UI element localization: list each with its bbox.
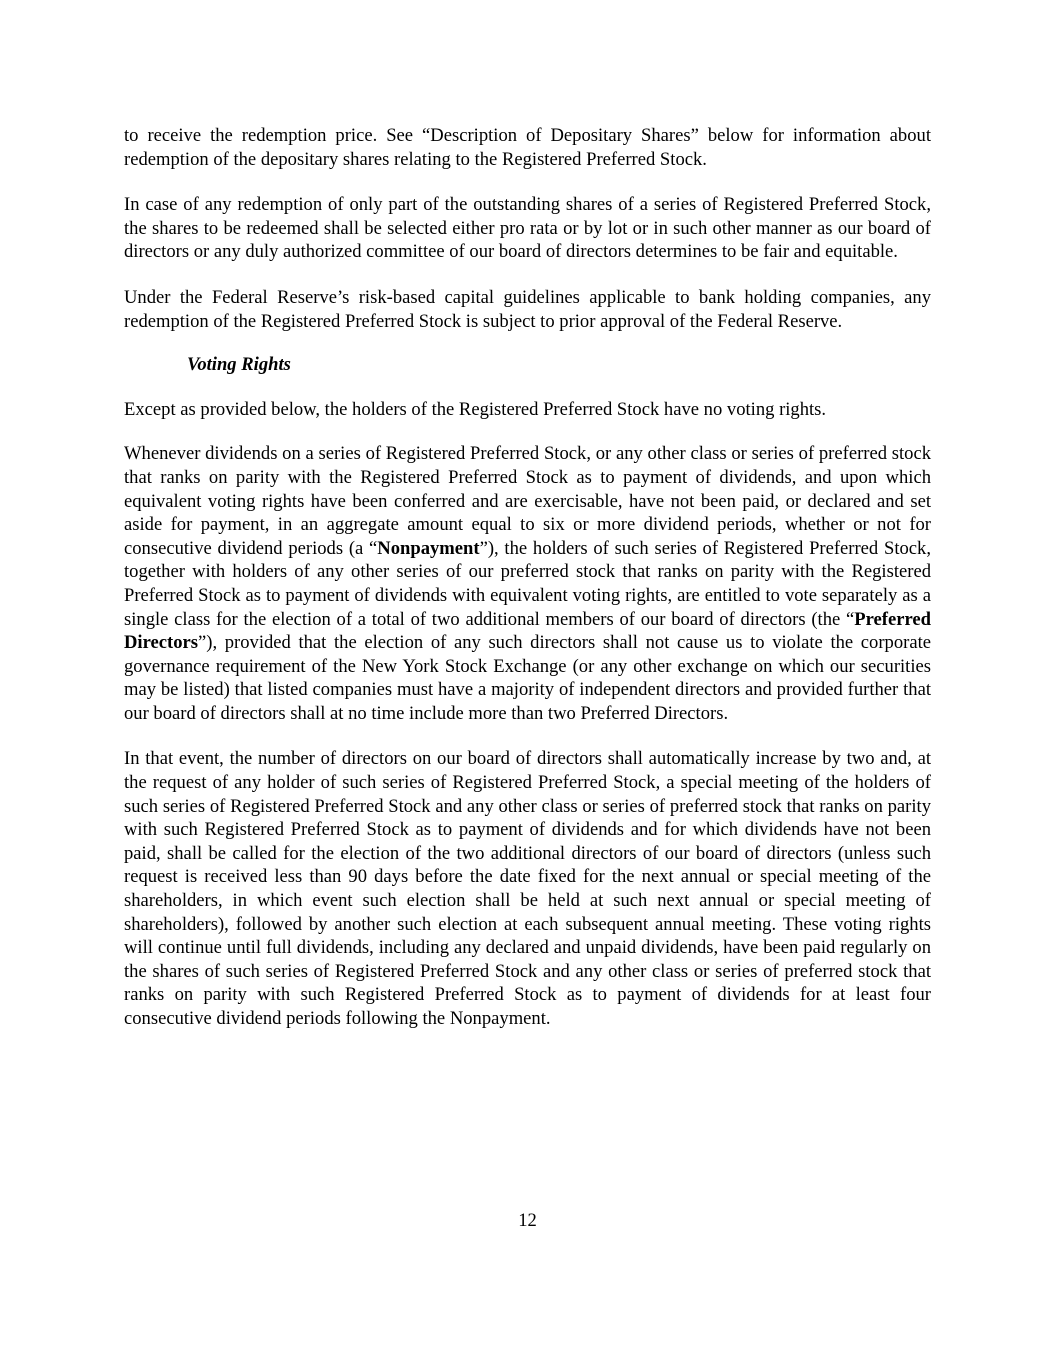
defined-term-nonpayment: Nonpayment xyxy=(377,537,480,559)
document-page-body xyxy=(124,124,931,1051)
defined-term-preferred-directors: Preferred Directors xyxy=(124,608,931,654)
paragraph-no-voting-rights: Except as provided below, the holders of the Registered Preferred Stock have no voting rights. xyxy=(124,398,827,420)
paragraph-federal-reserve-approval: Under the Federal Reserve’s risk-based capital guidelines applicable to bank holding companies, any redemption of the Registered Preferred Stock is subject to prior approval of the Federal Reserve. xyxy=(124,286,931,332)
paragraph-text-segment: Whenever dividends on a series of Registered Preferred Stock, or any other class or series of preferred stock that ranks on parity with the Registered Preferred Stock as to payment of dividends, and upon which equivalent voting rights have been conferred and are exercisable, have not been paid, or declared and set aside for payment, in an aggregate amount equal to six or more dividend periods, whether or not for consecutive dividend periods (a “ xyxy=(124,443,931,559)
page-number: 12 xyxy=(518,1210,537,1231)
paragraph-board-increase: In that event, the number of directors on our board of directors shall automatically increase by two and, at the request of any holder of such series of Registered Preferred Stock, a special meeting of the holders of such series of Registered Preferred Stock and any other class or series of preferred stock that ranks on parity with such Registered Preferred Stock as to payment of dividends and for which dividends have not been paid, shall be called for the election of the two additional directors of our board of directors (unless such request is received less than 90 days before the date fixed for the next annual or special meeting of the shareholders, in which event such election shall be held at such next annual or special meeting of shareholders), followed by another such election at each subsequent annual meeting. These voting rights will continue until full dividends, including any declared and unpaid dividends, have been paid regularly on the shares of such series of Registered Preferred Stock and any other class or series of preferred stock that ranks on parity with such Registered Preferred Stock as to payment of dividends for at least four consecutive dividend periods following the Nonpayment. xyxy=(124,748,931,1029)
section-heading-voting-rights: Voting Rights xyxy=(187,354,291,376)
paragraph-text-segment: ”), provided that the election of any such directors shall not cause us to violate the corporate governance requirement of the New York Stock Exchange (or any other exchange on which our securities may be listed) that listed companies must have a majority of independent directors and provided further that our board of directors shall at no time include more than two Preferred Directors. xyxy=(124,632,931,724)
paragraph-redemption-price: to receive the redemption price. See “Description of Depositary Shares” below for information about redemption of the depositary shares relating to the Registered Preferred Stock. xyxy=(124,125,931,170)
paragraph-nonpayment-voting xyxy=(124,442,931,725)
paragraph-partial-redemption: In case of any redemption of only part of the outstanding shares of a series of Registered Preferred Stock, the shares to be redeemed shall be selected either pro rata or by lot or in such other manner as our board of directors or any duly authorized committee of our board of directors determines to be fair and equitable. xyxy=(124,194,931,263)
paragraph-text-segment: ”), the holders of such series of Registered Preferred Stock, together with holders of any other series of our preferred stock that ranks on parity with the Registered Preferred Stock as to payment of dividends with equivalent voting rights, are entitled to vote separately as a single class for the election of a total of two additional members of our board of directors (the “ xyxy=(124,537,931,630)
